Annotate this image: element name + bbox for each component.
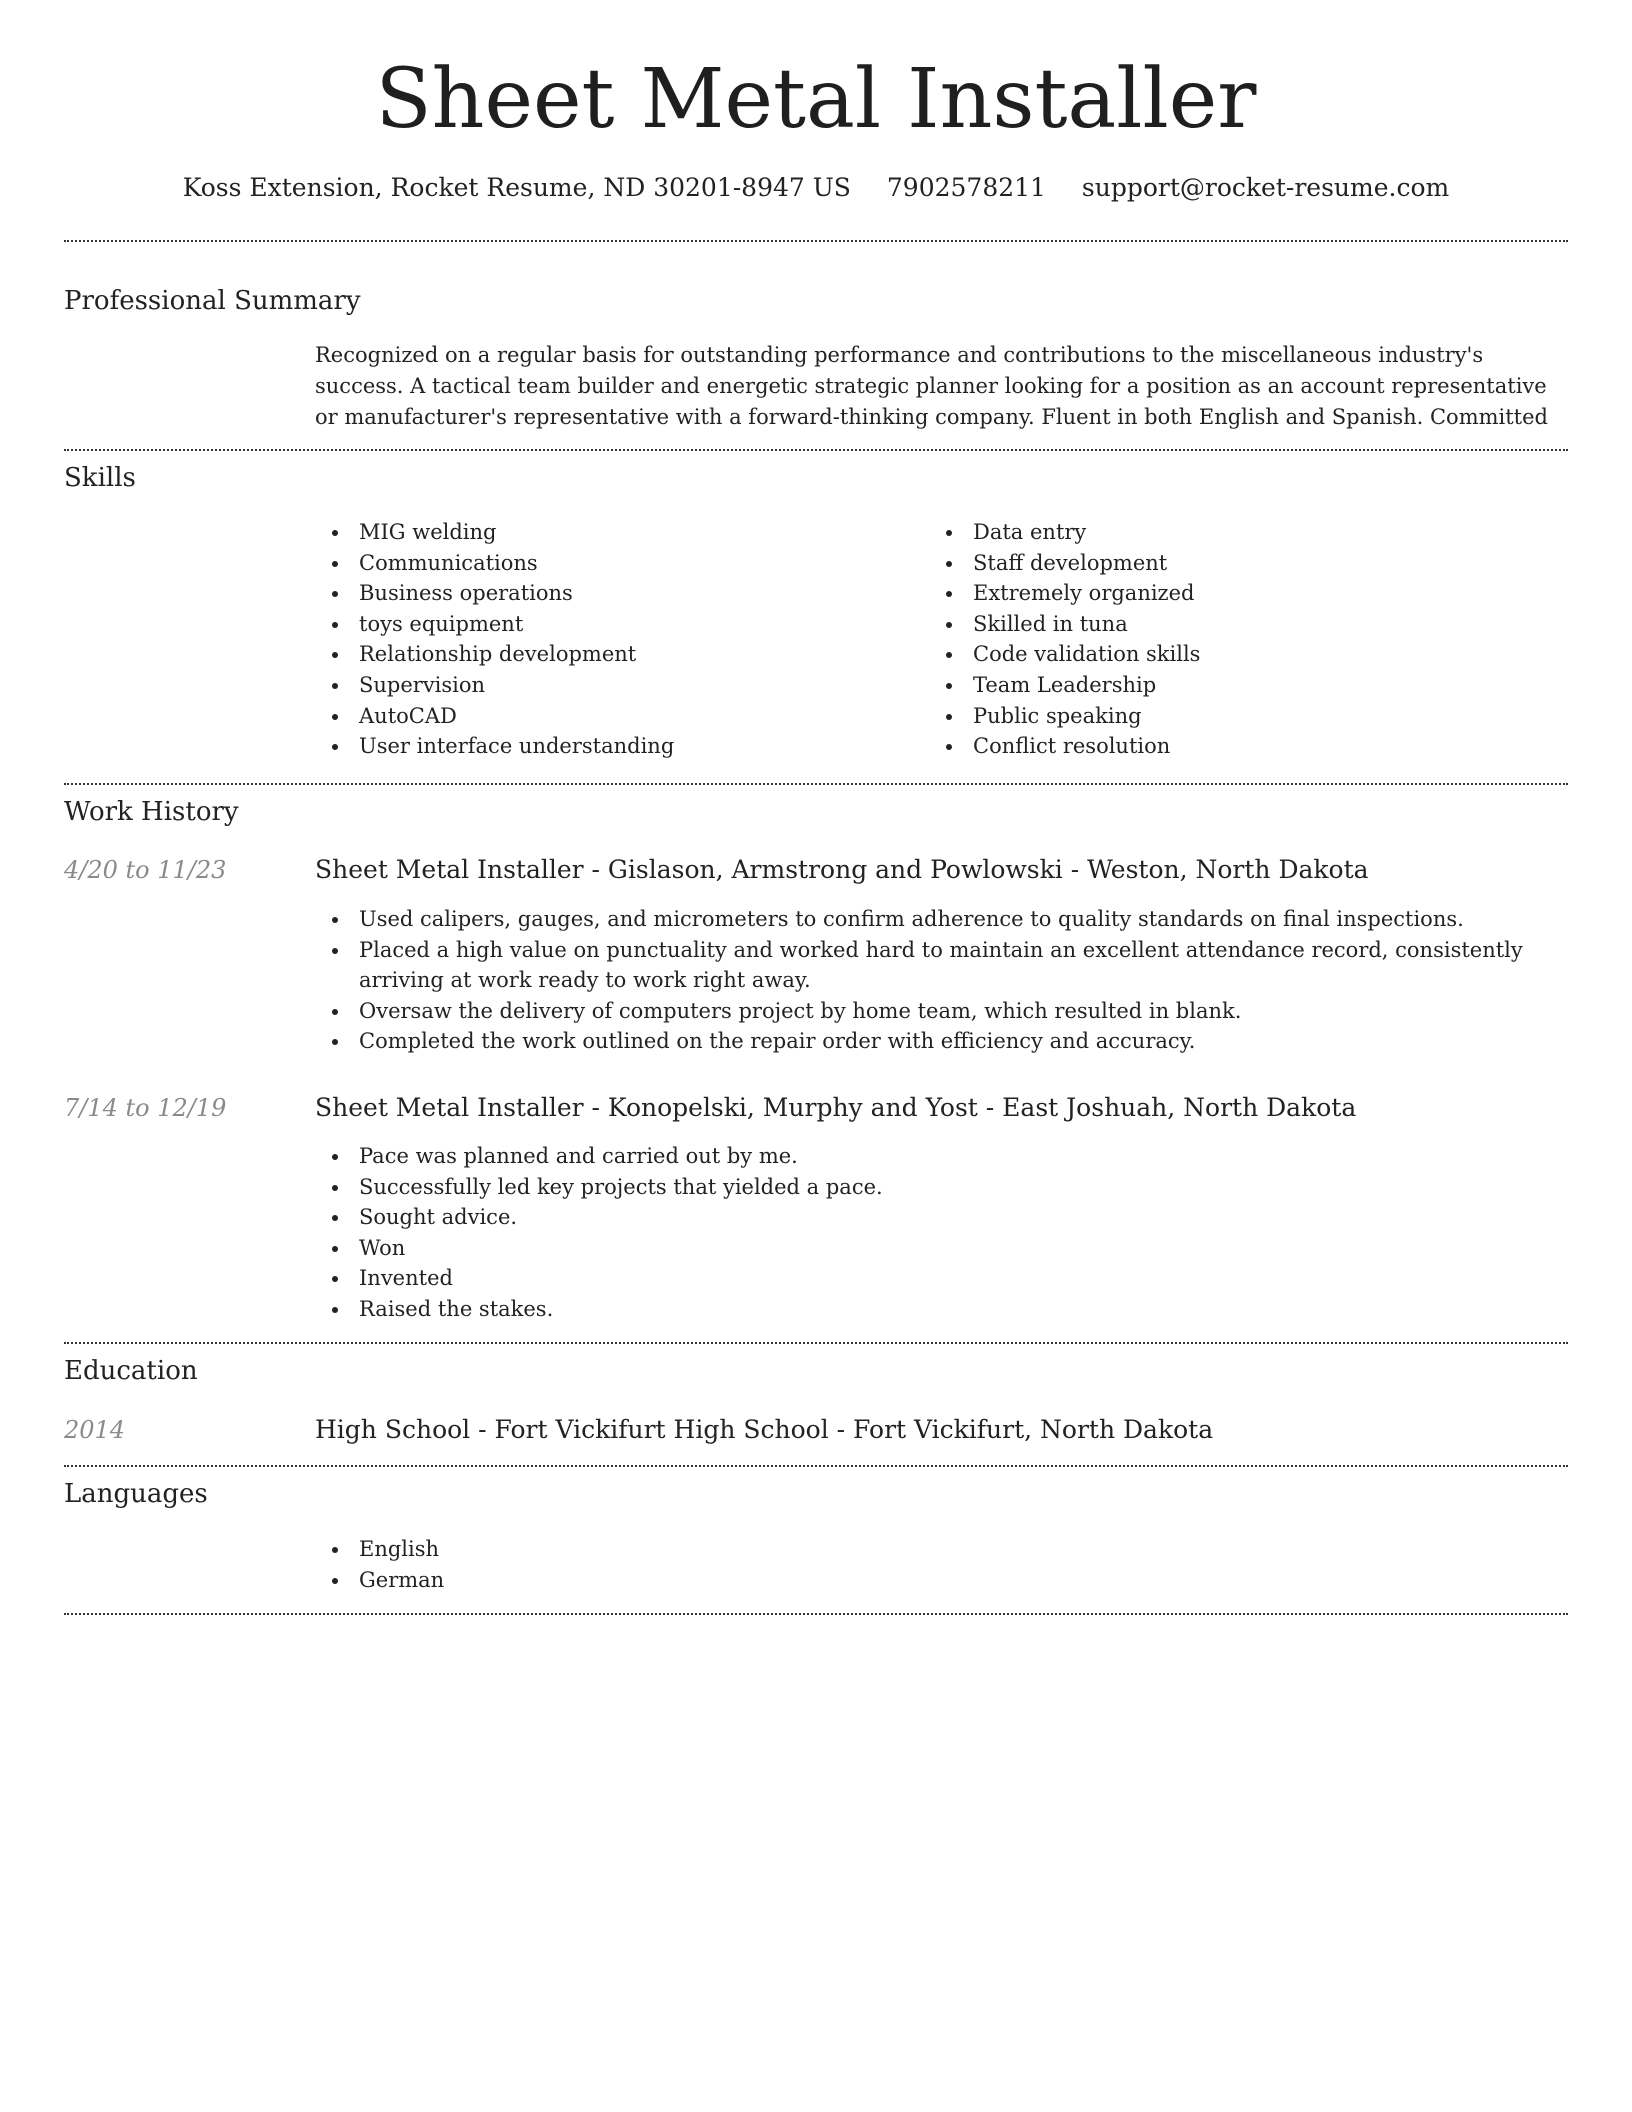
skill-item: AutoCAD xyxy=(315,701,915,732)
skill-item: Business operations xyxy=(315,578,915,609)
skills-list-left xyxy=(315,517,915,762)
work-heading: Work History xyxy=(64,797,239,827)
contact-email: support@rocket-resume.com xyxy=(1081,173,1450,202)
job-bullets xyxy=(315,1141,1565,1325)
skill-item: Extremely organized xyxy=(929,578,1529,609)
section-divider xyxy=(64,240,1568,242)
languages-list xyxy=(315,1534,915,1595)
skill-item: Communications xyxy=(315,548,915,579)
section-divider xyxy=(64,1613,1568,1615)
candidate-name: Sheet Metal Installer xyxy=(375,52,1257,147)
job-bullet: Placed a high value on punctuality and worked hard to maintain an excellent attendance record, consistently arriving at work ready to work right away. xyxy=(315,935,1565,996)
skill-item: Public speaking xyxy=(929,701,1529,732)
education-year: 2014 xyxy=(64,1416,126,1444)
job-bullet: Pace was planned and carried out by me. xyxy=(315,1141,1565,1172)
job-heading: Sheet Metal Installer - Gislason, Armstrong and Powlowski - Weston, North Dakota xyxy=(315,855,1369,884)
skill-item: Data entry xyxy=(929,517,1529,548)
skill-item: MIG welding xyxy=(315,517,915,548)
skill-item: User interface understanding xyxy=(315,731,915,762)
skills-heading: Skills xyxy=(64,463,136,493)
skill-item: Conflict resolution xyxy=(929,731,1529,762)
section-divider xyxy=(64,1465,1568,1467)
language-item: English xyxy=(315,1534,915,1565)
skill-item: toys equipment xyxy=(315,609,915,640)
skill-item: Code validation skills xyxy=(929,639,1529,670)
job-heading: Sheet Metal Installer - Konopelski, Murphy and Yost - East Joshuah, North Dakota xyxy=(315,1093,1357,1122)
skill-item: Staff development xyxy=(929,548,1529,579)
contact-phone: 7902578211 xyxy=(886,173,1046,202)
job-bullet: Invented xyxy=(315,1263,1565,1294)
job-bullet: Completed the work outlined on the repair order with efficiency and accuracy. xyxy=(315,1026,1565,1057)
job-dates: 7/14 to 12/19 xyxy=(64,1094,227,1122)
job-bullet: Oversaw the delivery of computers project by home team, which resulted in blank. xyxy=(315,996,1565,1027)
skill-item: Supervision xyxy=(315,670,915,701)
languages-heading: Languages xyxy=(64,1479,208,1509)
summary-heading: Professional Summary xyxy=(64,286,361,316)
job-bullet: Successfully led key projects that yielded a pace. xyxy=(315,1172,1565,1203)
contact-line xyxy=(0,168,1632,208)
job-bullet: Sought advice. xyxy=(315,1202,1565,1233)
contact-address: Koss Extension, Rocket Resume, ND 30201-8947 US xyxy=(182,173,851,202)
language-item: German xyxy=(315,1565,915,1596)
education-heading-line: High School - Fort Vickifurt High School - Fort Vickifurt, North Dakota xyxy=(315,1415,1214,1444)
section-divider xyxy=(64,783,1568,785)
skill-item: Skilled in tuna xyxy=(929,609,1529,640)
section-divider xyxy=(64,1342,1568,1344)
skills-list-right xyxy=(929,517,1529,762)
summary-text: Recognized on a regular basis for outstanding performance and contributions to the miscellaneous industry's success. A tactical team builder and energetic strategic planner looking for a position as an account representative or manufacturer's representative with a forward-thinking company. Fluent in both English and Spanish. Committed xyxy=(315,343,1548,429)
section-divider xyxy=(64,449,1568,451)
skill-item: Team Leadership xyxy=(929,670,1529,701)
job-bullet: Won xyxy=(315,1233,1565,1264)
job-bullets xyxy=(315,904,1565,1057)
skill-item: Relationship development xyxy=(315,639,915,670)
job-dates: 4/20 to 11/23 xyxy=(64,856,227,884)
job-bullet: Used calipers, gauges, and micrometers to confirm adherence to quality standards on final inspections. xyxy=(315,904,1565,935)
job-bullet: Raised the stakes. xyxy=(315,1294,1565,1325)
education-heading: Education xyxy=(64,1356,198,1386)
